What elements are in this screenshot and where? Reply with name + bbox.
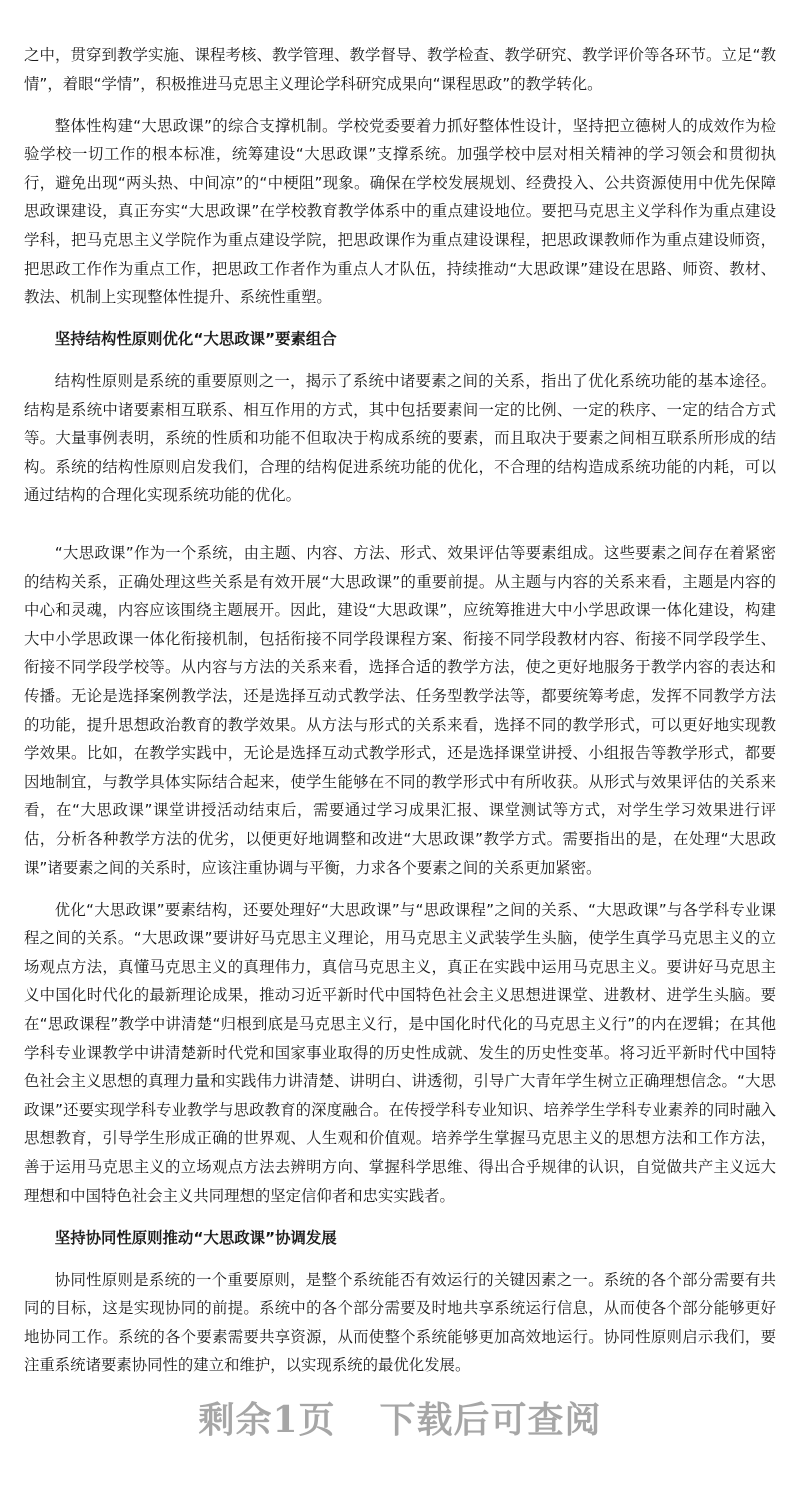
paragraph: 之中，贯穿到教学实施、课程考核、教学管理、教学督导、教学检查、教学研究、教学评价等各环节。立足“教情”，着眼“学情”，积极推进马克思主义理论学科研究成果向“课程思政”的教学转化。: [24, 46, 776, 93]
document-body: [24, 41, 776, 1393]
paragraph: 协同性原则是系统的一个重要原则，是整个系统能否有效运行的关键因素之一。系统的各个部分需要有共同的目标，这是实现协同的前提。系统中的各个部分需要及时地共享系统运行信息，从而使各个部分能够更好地协同工作。系统的各个要素需要共享资源，从而使整个系统能够更加高效地运行。协同性原则启示我们，要注重系统诸要素协同性的建立和维护，以实现系统的最优化发展。: [24, 1270, 776, 1375]
paragraph: “大思政课”作为一个系统，由主题、内容、方法、形式、效果评估等要素组成。这些要素之间存在着紧密的结构关系，正确处理这些关系是有效开展“大思政课”的重要前提。从主题与内容的关系来看，主题是内容的中心和灵魂，内容应该围绕主题展开。因此，建设“大思政课”，应统筹推进大中小学思政课一体化建设，构建大中小学思政课一体化衔接机制，包括衔接不同学段课程方案、衔接不同学段教材内容、衔接不同学段学生、衔接不同学段学校等。从内容与方法的关系来看，选择合适的教学方法，使之更好地服务于教学内容的表达和传播。无论是选择案例教学法，还是选择互动式教学法、任务型教学法等，都要统筹考虑，发挥不同教学方法的功能，提升思想政治教育的教学效果。从方法与形式的关系来看，选择不同的教学形式，可以更好地实现教学效果。比如，在教学实践中，无论是选择互动式教学形式，还是选择课堂讲授、小组报告等教学形式，都要因地制宜，与教学具体实际结合起来，使学生能够在不同的教学形式中有所收获。从形式与效果评估的关系来看，在“大思政课”课堂讲授活动结束后，需要通过学习成果汇报、课堂测试等方式，对学生学习效果进行评估，分析各种教学方法的优劣，以便更好地调整和改进“大思政课”教学方式。需要指出的是，在处理“大思政课”诸要素之间的关系时，应该注重协调与平衡，力求各个要素之间的关系更加紧密。: [24, 544, 776, 877]
remaining-pages-text: 剩余1页: [198, 1399, 336, 1441]
download-to-view-text[interactable]: 下载后可查阅: [379, 1399, 602, 1441]
section-heading: 坚持协同性原则推动“大思政课”协调发展: [54, 1228, 337, 1247]
section-heading: 坚持结构性原则优化“大思政课”要素组合: [54, 330, 337, 349]
paragraph: 优化“大思政课”要素结构，还要处理好“大思政课”与“思政课程”之间的关系、“大思政课”与各学科专业课程之间的关系。“大思政课”要讲好马克思主义理论，用马克思主义武装学生头脑，使学生真学马克思主义的立场观点方法，真懂马克思主义的真理伟力，真信马克思主义，真正在实践中运用马克思主义。要讲好马克思主义中国化时代化的最新理论成果，推动习近平新时代中国特色社会主义思想进课堂、进教材、进学生头脑。要在“思政课程”教学中讲清楚“归根到底是马克思主义行，是中国化时代化的马克思主义行”的内在逻辑；在其他学科专业课教学中讲清楚新时代党和国家事业取得的历史性成就、发生的历史性变革。将习近平新时代中国特色社会主义思想的真理力量和实践伟力讲清楚、讲明白、讲透彻，引导广大青年学生树立正确理想信念。“大思政课”还要实现学科专业教学与思政教育的深度融合。在传授学科专业知识、培养学生学科专业素养的同时融入思想教育，引导学生形成正确的世界观、人生观和价值观。培养学生掌握马克思主义的思想方法和工作方法，善于运用马克思主义的立场观点方法去辨明方向、掌握科学思维、得出合乎规律的认识，自觉做共产主义远大理想和中国特色社会主义共同理想的坚定信仰者和忠实实践者。: [24, 900, 776, 1205]
download-prompt-banner[interactable]: [0, 1392, 800, 1443]
paragraph: 整体性构建“大思政课”的综合支撑机制。学校党委要着力抓好整体性设计，坚持把立德树人的成效作为检验学校一切工作的根本标准，统筹建设“大思政课”支撑系统。加强学校中层对相关精神的学习领会和贯彻执行，避免出现“两头热、中间凉”的“中梗阻”现象。确保在学校发展规划、经费投入、公共资源使用中优先保障思政课建设，真正夯实“大思政课”在学校教育教学体系中的重点建设地位。要把马克思主义学科作为重点建设学科，把马克思主义学院作为重点建设学院，把思政课作为重点建设课程，把思政课教师作为重点建设师资，把思政工作作为重点工作，把思政工作者作为重点人才队伍，持续推动“大思政课”建设在思路、师资、教材、教法、机制上实现整体性提升、系统性重塑。: [24, 116, 776, 307]
paragraph: 结构性原则是系统的重要原则之一，揭示了系统中诸要素之间的关系，指出了优化系统功能的基本途径。结构是系统中诸要素相互联系、相互作用的方式，其中包括要素间一定的比例、一定的秩序、一定的结合方式等。大量事例表明，系统的性质和功能不但取决于构成系统的要素，而且取决于要素之间相互联系所形成的结构。系统的结构性原则启发我们，合理的结构促进系统功能的优化，不合理的结构造成系统功能的内耗，可以通过结构的合理化实现系统功能的优化。: [24, 372, 776, 505]
